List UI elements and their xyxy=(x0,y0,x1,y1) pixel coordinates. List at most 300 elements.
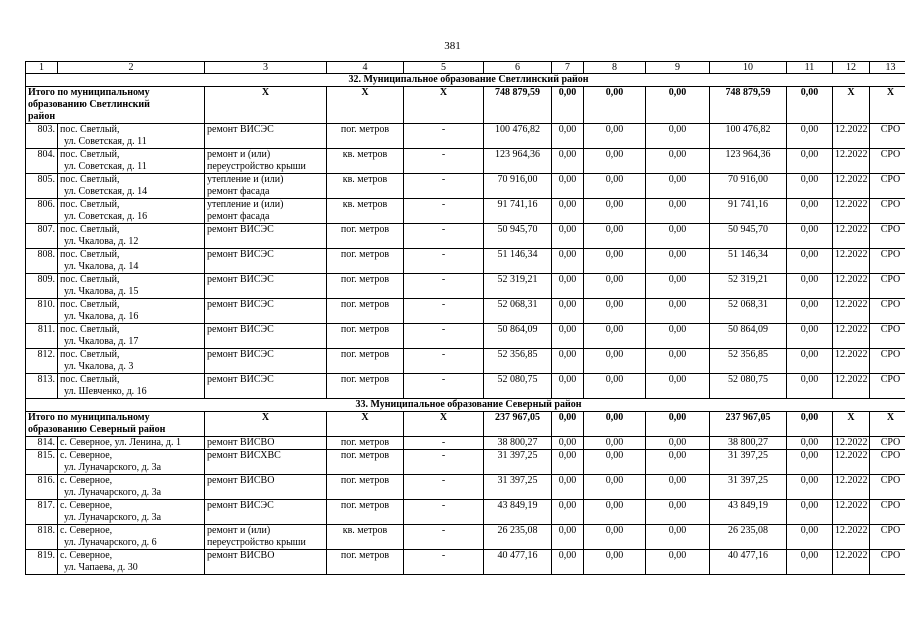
row-number: 806. xyxy=(26,199,58,224)
total-label-line: образованию Светлинский xyxy=(28,99,150,110)
unit-cell: пог. метров xyxy=(327,550,404,575)
value-cell-c11: 0,00 xyxy=(787,249,833,274)
value-cell-c9: 0,00 xyxy=(646,299,710,324)
value-cell-c9: 0,00 xyxy=(646,437,710,450)
address-line-1: пос. Светлый, xyxy=(60,249,120,260)
table-row xyxy=(26,374,905,399)
value-cell-c12: 12.2022 xyxy=(833,274,870,299)
value-cell-c11: 0,00 xyxy=(787,324,833,349)
value-cell-c12: 12.2022 xyxy=(833,124,870,149)
work-type-line-1: ремонт ВИСЭС xyxy=(207,500,274,511)
value-cell-c11: 0,00 xyxy=(787,174,833,199)
work-type-cell xyxy=(205,550,327,575)
work-type-line-1: ремонт ВИСХВС xyxy=(207,450,281,461)
work-type-cell xyxy=(205,374,327,399)
work-type-cell xyxy=(205,274,327,299)
unit-cell: пог. метров xyxy=(327,374,404,399)
value-cell-c13: СРО xyxy=(870,174,905,199)
value-cell-c8: 0,00 xyxy=(584,374,646,399)
table-row xyxy=(26,149,905,174)
total-cell-c3: Х xyxy=(205,87,327,124)
total-cell-c7: 0,00 xyxy=(552,87,584,124)
value-cell-c8: 0,00 xyxy=(584,450,646,475)
section-title: 33. Муниципальное образование Северный район xyxy=(26,399,905,412)
value-cell-c9: 0,00 xyxy=(646,349,710,374)
column-number: 4 xyxy=(327,62,404,74)
table-row xyxy=(26,500,905,525)
row-number: 803. xyxy=(26,124,58,149)
value-cell-c7: 0,00 xyxy=(552,124,584,149)
address-line-1: с. Северное, xyxy=(60,450,113,461)
unit-cell: пог. метров xyxy=(327,324,404,349)
value-cell-c7: 0,00 xyxy=(552,299,584,324)
value-cell-c5: - xyxy=(404,174,484,199)
value-cell-c6: 31 397,25 xyxy=(484,475,552,500)
value-cell-c5: - xyxy=(404,450,484,475)
unit-cell: пог. метров xyxy=(327,299,404,324)
section-title-row xyxy=(26,74,905,87)
table-row xyxy=(26,174,905,199)
work-type-cell xyxy=(205,437,327,450)
address-line-1: пос. Светлый, xyxy=(60,274,120,285)
work-type-cell xyxy=(205,224,327,249)
value-cell-c7: 0,00 xyxy=(552,199,584,224)
column-number: 13 xyxy=(870,62,905,74)
table-row xyxy=(26,475,905,500)
address-line-2: ул. Луначарского, д. 6 xyxy=(64,537,157,548)
column-number: 8 xyxy=(584,62,646,74)
unit-cell: пог. метров xyxy=(327,475,404,500)
value-cell-c8: 0,00 xyxy=(584,199,646,224)
work-type-line-1: ремонт и (или) xyxy=(207,525,271,536)
value-cell-c11: 0,00 xyxy=(787,349,833,374)
total-cell-c8: 0,00 xyxy=(584,87,646,124)
work-type-line-1: ремонт ВИСЭС xyxy=(207,249,274,260)
address-cell xyxy=(58,174,205,199)
total-cell-c12: Х xyxy=(833,87,870,124)
work-type-line-1: ремонт ВИСВО xyxy=(207,437,275,448)
address-line-1: пос. Светлый, xyxy=(60,149,120,160)
value-cell-c12: 12.2022 xyxy=(833,224,870,249)
value-cell-c7: 0,00 xyxy=(552,374,584,399)
work-type-line-1: ремонт ВИСЭС xyxy=(207,224,274,235)
value-cell-c5: - xyxy=(404,525,484,550)
value-cell-c6: 100 476,82 xyxy=(484,124,552,149)
table-row xyxy=(26,450,905,475)
unit-cell: пог. метров xyxy=(327,437,404,450)
value-cell-c13: СРО xyxy=(870,149,905,174)
value-cell-c6: 50 864,09 xyxy=(484,324,552,349)
value-cell-c6: 52 068,31 xyxy=(484,299,552,324)
value-cell-c5: - xyxy=(404,124,484,149)
address-line-2: ул. Советская, д. 16 xyxy=(64,211,148,222)
value-cell-c12: 12.2022 xyxy=(833,450,870,475)
table-row xyxy=(26,274,905,299)
value-cell-c10: 50 864,09 xyxy=(710,324,787,349)
value-cell-c10: 38 800,27 xyxy=(710,437,787,450)
address-line-2: ул. Чкалова, д. 17 xyxy=(64,336,139,347)
value-cell-c13: СРО xyxy=(870,299,905,324)
column-number: 11 xyxy=(787,62,833,74)
value-cell-c5: - xyxy=(404,550,484,575)
row-number: 808. xyxy=(26,249,58,274)
row-number: 811. xyxy=(26,324,58,349)
value-cell-c10: 31 397,25 xyxy=(710,475,787,500)
table-row xyxy=(26,349,905,374)
value-cell-c13: СРО xyxy=(870,249,905,274)
address-line-2: ул. Советская, д. 11 xyxy=(64,161,147,172)
value-cell-c5: - xyxy=(404,374,484,399)
address-line-1: с. Северное, xyxy=(60,550,113,561)
value-cell-c11: 0,00 xyxy=(787,374,833,399)
section-title: 32. Муниципальное образование Светлинский район xyxy=(26,74,905,87)
total-cell-c8: 0,00 xyxy=(584,412,646,437)
value-cell-c10: 70 916,00 xyxy=(710,174,787,199)
value-cell-c13: СРО xyxy=(870,374,905,399)
address-line-1: с. Северное, xyxy=(60,475,113,486)
address-line-1: с. Северное, ул. Ленина, д. 1 xyxy=(60,437,181,448)
table-row xyxy=(26,124,905,149)
address-line-2: ул. Чкалова, д. 15 xyxy=(64,286,139,297)
repair-schedule-table xyxy=(25,61,905,575)
value-cell-c5: - xyxy=(404,199,484,224)
unit-cell: пог. метров xyxy=(327,450,404,475)
value-cell-c11: 0,00 xyxy=(787,550,833,575)
work-type-cell xyxy=(205,149,327,174)
value-cell-c13: СРО xyxy=(870,500,905,525)
page-number: 381 xyxy=(444,40,461,52)
work-type-line-2: переустройство крыши xyxy=(207,161,306,172)
value-cell-c10: 31 397,25 xyxy=(710,450,787,475)
total-cell-c5: Х xyxy=(404,87,484,124)
value-cell-c6: 52 080,75 xyxy=(484,374,552,399)
address-line-1: пос. Светлый, xyxy=(60,199,120,210)
column-number-row xyxy=(26,62,905,74)
value-cell-c12: 12.2022 xyxy=(833,525,870,550)
value-cell-c7: 0,00 xyxy=(552,500,584,525)
unit-cell: пог. метров xyxy=(327,349,404,374)
value-cell-c7: 0,00 xyxy=(552,450,584,475)
value-cell-c9: 0,00 xyxy=(646,224,710,249)
work-type-line-1: ремонт ВИСВО xyxy=(207,475,275,486)
work-type-cell xyxy=(205,349,327,374)
value-cell-c8: 0,00 xyxy=(584,500,646,525)
value-cell-c7: 0,00 xyxy=(552,174,584,199)
value-cell-c8: 0,00 xyxy=(584,324,646,349)
column-number: 10 xyxy=(710,62,787,74)
total-cell-c12: Х xyxy=(833,412,870,437)
address-cell xyxy=(58,124,205,149)
column-number: 1 xyxy=(26,62,58,74)
row-number: 817. xyxy=(26,500,58,525)
work-type-line-1: ремонт ВИСЭС xyxy=(207,324,274,335)
table-row xyxy=(26,199,905,224)
address-cell xyxy=(58,450,205,475)
total-cell-c13: Х xyxy=(870,412,905,437)
value-cell-c6: 40 477,16 xyxy=(484,550,552,575)
value-cell-c13: СРО xyxy=(870,450,905,475)
total-cell-c9: 0,00 xyxy=(646,87,710,124)
address-cell xyxy=(58,437,205,450)
total-cell-c11: 0,00 xyxy=(787,87,833,124)
value-cell-c13: СРО xyxy=(870,475,905,500)
row-number: 816. xyxy=(26,475,58,500)
address-cell xyxy=(58,550,205,575)
value-cell-c10: 52 068,31 xyxy=(710,299,787,324)
value-cell-c10: 40 477,16 xyxy=(710,550,787,575)
unit-cell: кв. метров xyxy=(327,149,404,174)
address-cell xyxy=(58,324,205,349)
value-cell-c12: 12.2022 xyxy=(833,299,870,324)
column-number: 2 xyxy=(58,62,205,74)
work-type-line-1: ремонт и (или) xyxy=(207,149,271,160)
value-cell-c6: 52 356,85 xyxy=(484,349,552,374)
value-cell-c9: 0,00 xyxy=(646,450,710,475)
value-cell-c13: СРО xyxy=(870,224,905,249)
work-type-line-1: ремонт ВИСЭС xyxy=(207,274,274,285)
column-number: 5 xyxy=(404,62,484,74)
value-cell-c5: - xyxy=(404,274,484,299)
value-cell-c11: 0,00 xyxy=(787,500,833,525)
value-cell-c10: 51 146,34 xyxy=(710,249,787,274)
work-type-line-2: ремонт фасада xyxy=(207,211,270,222)
column-number: 3 xyxy=(205,62,327,74)
work-type-cell xyxy=(205,249,327,274)
value-cell-c12: 12.2022 xyxy=(833,199,870,224)
value-cell-c6: 26 235,08 xyxy=(484,525,552,550)
value-cell-c9: 0,00 xyxy=(646,274,710,299)
value-cell-c12: 12.2022 xyxy=(833,374,870,399)
value-cell-c12: 12.2022 xyxy=(833,475,870,500)
row-number: 807. xyxy=(26,224,58,249)
value-cell-c8: 0,00 xyxy=(584,149,646,174)
address-cell xyxy=(58,475,205,500)
work-type-line-1: утепление и (или) xyxy=(207,174,284,185)
value-cell-c9: 0,00 xyxy=(646,374,710,399)
value-cell-c11: 0,00 xyxy=(787,149,833,174)
work-type-line-1: ремонт ВИСЭС xyxy=(207,124,274,135)
section-total-row xyxy=(26,87,905,124)
value-cell-c8: 0,00 xyxy=(584,174,646,199)
value-cell-c10: 100 476,82 xyxy=(710,124,787,149)
value-cell-c10: 50 945,70 xyxy=(710,224,787,249)
work-type-line-1: утепление и (или) xyxy=(207,199,284,210)
table-row xyxy=(26,525,905,550)
value-cell-c8: 0,00 xyxy=(584,437,646,450)
value-cell-c10: 123 964,36 xyxy=(710,149,787,174)
value-cell-c5: - xyxy=(404,224,484,249)
work-type-cell xyxy=(205,199,327,224)
work-type-cell xyxy=(205,124,327,149)
address-cell xyxy=(58,525,205,550)
value-cell-c6: 50 945,70 xyxy=(484,224,552,249)
value-cell-c11: 0,00 xyxy=(787,525,833,550)
value-cell-c7: 0,00 xyxy=(552,324,584,349)
row-number: 809. xyxy=(26,274,58,299)
value-cell-c12: 12.2022 xyxy=(833,249,870,274)
address-line-2: ул. Шевченко, д. 16 xyxy=(64,386,147,397)
total-cell-c6: 237 967,05 xyxy=(484,412,552,437)
work-type-cell xyxy=(205,475,327,500)
value-cell-c9: 0,00 xyxy=(646,149,710,174)
column-number: 9 xyxy=(646,62,710,74)
total-label-line: Итого по муниципальному xyxy=(28,412,150,423)
value-cell-c13: СРО xyxy=(870,550,905,575)
work-type-cell xyxy=(205,500,327,525)
address-cell xyxy=(58,249,205,274)
address-line-2: ул. Советская, д. 11 xyxy=(64,136,147,147)
unit-cell: кв. метров xyxy=(327,525,404,550)
row-number: 813. xyxy=(26,374,58,399)
address-line-2: ул. Чкалова, д. 3 xyxy=(64,361,134,372)
total-cell-c4: Х xyxy=(327,412,404,437)
value-cell-c5: - xyxy=(404,349,484,374)
address-cell xyxy=(58,374,205,399)
work-type-line-1: ремонт ВИСВО xyxy=(207,550,275,561)
value-cell-c8: 0,00 xyxy=(584,224,646,249)
address-line-2: ул. Луначарского, д. 3а xyxy=(64,512,162,523)
value-cell-c6: 38 800,27 xyxy=(484,437,552,450)
address-line-1: пос. Светлый, xyxy=(60,374,120,385)
value-cell-c10: 91 741,16 xyxy=(710,199,787,224)
total-label xyxy=(26,412,205,437)
address-line-2: ул. Чкалова, д. 16 xyxy=(64,311,139,322)
value-cell-c7: 0,00 xyxy=(552,475,584,500)
total-cell-c3: Х xyxy=(205,412,327,437)
value-cell-c11: 0,00 xyxy=(787,224,833,249)
value-cell-c12: 12.2022 xyxy=(833,550,870,575)
value-cell-c11: 0,00 xyxy=(787,199,833,224)
value-cell-c5: - xyxy=(404,149,484,174)
table-row xyxy=(26,299,905,324)
total-label xyxy=(26,87,205,124)
address-line-1: пос. Светлый, xyxy=(60,224,120,235)
unit-cell: пог. метров xyxy=(327,249,404,274)
value-cell-c10: 52 356,85 xyxy=(710,349,787,374)
value-cell-c7: 0,00 xyxy=(552,525,584,550)
row-number: 812. xyxy=(26,349,58,374)
value-cell-c12: 12.2022 xyxy=(833,500,870,525)
value-cell-c6: 70 916,00 xyxy=(484,174,552,199)
work-type-line-1: ремонт ВИСЭС xyxy=(207,349,274,360)
row-number: 818. xyxy=(26,525,58,550)
column-number: 12 xyxy=(833,62,870,74)
address-cell xyxy=(58,500,205,525)
value-cell-c6: 51 146,34 xyxy=(484,249,552,274)
table-row xyxy=(26,324,905,349)
value-cell-c9: 0,00 xyxy=(646,199,710,224)
address-line-1: пос. Светлый, xyxy=(60,349,120,360)
address-cell xyxy=(58,274,205,299)
value-cell-c8: 0,00 xyxy=(584,525,646,550)
section-total-row xyxy=(26,412,905,437)
value-cell-c12: 12.2022 xyxy=(833,149,870,174)
row-number: 805. xyxy=(26,174,58,199)
column-number: 7 xyxy=(552,62,584,74)
address-line-2: ул. Чапаева, д. 30 xyxy=(64,562,138,573)
row-number: 804. xyxy=(26,149,58,174)
address-line-1: с. Северное, xyxy=(60,525,113,536)
column-number: 6 xyxy=(484,62,552,74)
value-cell-c8: 0,00 xyxy=(584,124,646,149)
value-cell-c9: 0,00 xyxy=(646,500,710,525)
value-cell-c13: СРО xyxy=(870,199,905,224)
work-type-cell xyxy=(205,174,327,199)
value-cell-c7: 0,00 xyxy=(552,224,584,249)
value-cell-c5: - xyxy=(404,475,484,500)
total-cell-c10: 237 967,05 xyxy=(710,412,787,437)
total-cell-c4: Х xyxy=(327,87,404,124)
total-cell-c9: 0,00 xyxy=(646,412,710,437)
table-row xyxy=(26,224,905,249)
total-label-line: Итого по муниципальному xyxy=(28,87,150,98)
value-cell-c13: СРО xyxy=(870,437,905,450)
address-line-1: пос. Светлый, xyxy=(60,124,120,135)
value-cell-c9: 0,00 xyxy=(646,475,710,500)
unit-cell: пог. метров xyxy=(327,500,404,525)
address-line-2: ул. Луначарского, д. 3а xyxy=(64,487,162,498)
row-number: 819. xyxy=(26,550,58,575)
address-line-2: ул. Луначарского, д. 3а xyxy=(64,462,162,473)
value-cell-c11: 0,00 xyxy=(787,437,833,450)
value-cell-c5: - xyxy=(404,299,484,324)
value-cell-c8: 0,00 xyxy=(584,249,646,274)
value-cell-c13: СРО xyxy=(870,349,905,374)
row-number: 810. xyxy=(26,299,58,324)
value-cell-c6: 52 319,21 xyxy=(484,274,552,299)
value-cell-c7: 0,00 xyxy=(552,349,584,374)
value-cell-c12: 12.2022 xyxy=(833,174,870,199)
row-number: 815. xyxy=(26,450,58,475)
value-cell-c12: 12.2022 xyxy=(833,324,870,349)
total-cell-c6: 748 879,59 xyxy=(484,87,552,124)
address-line-2: ул. Чкалова, д. 14 xyxy=(64,261,139,272)
value-cell-c8: 0,00 xyxy=(584,550,646,575)
total-cell-c5: Х xyxy=(404,412,484,437)
total-cell-c13: Х xyxy=(870,87,905,124)
value-cell-c8: 0,00 xyxy=(584,299,646,324)
total-label-line: образованию Северный район xyxy=(28,424,166,435)
work-type-line-2: ремонт фасада xyxy=(207,186,270,197)
value-cell-c5: - xyxy=(404,324,484,349)
work-type-line-1: ремонт ВИСЭС xyxy=(207,299,274,310)
value-cell-c12: 12.2022 xyxy=(833,349,870,374)
value-cell-c8: 0,00 xyxy=(584,475,646,500)
value-cell-c10: 52 319,21 xyxy=(710,274,787,299)
address-line-2: ул. Советская, д. 14 xyxy=(64,186,148,197)
value-cell-c6: 123 964,36 xyxy=(484,149,552,174)
work-type-cell xyxy=(205,324,327,349)
value-cell-c7: 0,00 xyxy=(552,550,584,575)
value-cell-c11: 0,00 xyxy=(787,124,833,149)
value-cell-c5: - xyxy=(404,437,484,450)
address-cell xyxy=(58,299,205,324)
work-type-line-2: переустройство крыши xyxy=(207,537,306,548)
value-cell-c8: 0,00 xyxy=(584,349,646,374)
address-cell xyxy=(58,349,205,374)
address-line-2: ул. Чкалова, д. 12 xyxy=(64,236,139,247)
address-cell xyxy=(58,149,205,174)
work-type-line-1: ремонт ВИСЭС xyxy=(207,374,274,385)
value-cell-c8: 0,00 xyxy=(584,274,646,299)
total-cell-c10: 748 879,59 xyxy=(710,87,787,124)
address-line-1: пос. Светлый, xyxy=(60,324,120,335)
unit-cell: пог. метров xyxy=(327,124,404,149)
work-type-cell xyxy=(205,299,327,324)
value-cell-c9: 0,00 xyxy=(646,174,710,199)
value-cell-c9: 0,00 xyxy=(646,249,710,274)
table-row xyxy=(26,437,905,450)
